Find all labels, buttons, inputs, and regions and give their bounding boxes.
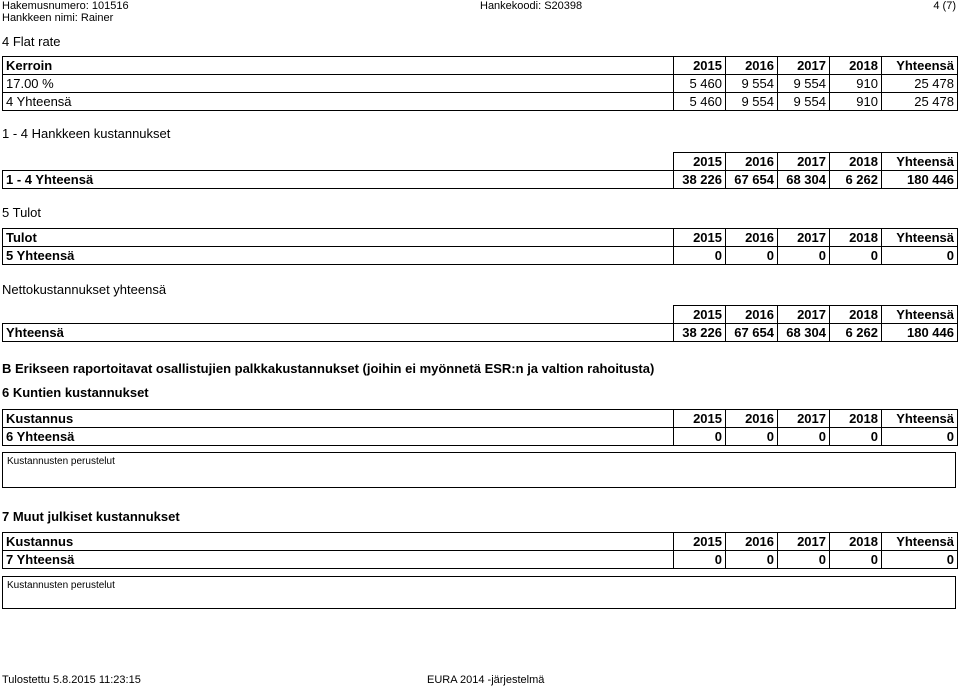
total-row [3,247,958,265]
table-header-row [3,57,958,75]
column-header: Yhteensä [882,153,958,171]
table-cell: 0 [726,247,778,265]
table-cell: 0 [674,551,726,569]
total-row [3,324,958,342]
column-header: Yhteensä [882,306,958,324]
table-cell: 9 554 [778,75,830,93]
column-header: Yhteensä [882,229,958,247]
table-cell: 0 [778,247,830,265]
table-header-row [3,306,958,324]
column-header: 2017 [778,57,830,75]
column-header: 2015 [674,229,726,247]
table-cell: 38 226 [674,324,726,342]
table-cell: 5 Yhteensä [3,247,674,265]
cost-justification-box [2,576,956,609]
table-cell: 0 [830,247,882,265]
table-cell: 68 304 [778,171,830,189]
table-cell: 6 262 [830,171,882,189]
section-title-municipal-costs: 6 Kuntien kustannukset [2,385,149,400]
total-row [3,93,958,111]
table-cell: Yhteensä [3,324,674,342]
table-cell: 9 554 [726,75,778,93]
table-cell: 0 [830,551,882,569]
column-header: 2017 [778,533,830,551]
table-cell: 180 446 [882,324,958,342]
total-row [3,428,958,446]
table-cell: 180 446 [882,171,958,189]
table-cell: 67 654 [726,324,778,342]
flat-rate-table [2,56,958,111]
table-row [3,75,958,93]
column-header: Yhteensä [882,410,958,428]
table-cell: 1 - 4 Yhteensä [3,171,674,189]
table-cell: 6 262 [830,324,882,342]
table-cell: 0 [674,428,726,446]
table-cell: 0 [726,428,778,446]
project-code: Hankekoodi: S20398 [480,0,583,12]
table-cell: 0 [726,551,778,569]
column-header: 2015 [674,57,726,75]
cost-justification-label: Kustannusten perustelut [7,580,115,591]
other-public-costs-table [2,532,958,569]
table-header-row [3,410,958,428]
section-title-project-costs: 1 - 4 Hankkeen kustannukset [2,126,171,141]
column-header: 2017 [778,306,830,324]
section-title-other-public-costs: 7 Muut julkiset kustannukset [2,509,180,524]
total-row [3,551,958,569]
column-header: 2016 [726,410,778,428]
column-header [3,306,674,324]
column-header: 2015 [674,410,726,428]
column-header: 2018 [830,533,882,551]
table-cell: 7 Yhteensä [3,551,674,569]
column-header: 2018 [830,229,882,247]
table-cell: 68 304 [778,324,830,342]
column-header: 2015 [674,153,726,171]
column-header: Kustannus [3,533,674,551]
column-header: Yhteensä [882,57,958,75]
table-cell: 0 [778,428,830,446]
column-header: Kerroin [3,57,674,75]
table-cell: 25 478 [882,93,958,111]
column-header: Yhteensä [882,533,958,551]
table-cell: 38 226 [674,171,726,189]
column-header: 2016 [726,153,778,171]
table-cell: 910 [830,75,882,93]
table-cell: 910 [830,93,882,111]
column-header: 2017 [778,229,830,247]
table-cell: 5 460 [674,75,726,93]
section-title-flat-rate: 4 Flat rate [2,34,61,49]
net-costs-table [2,305,958,342]
table-cell: 0 [882,428,958,446]
column-header: 2018 [830,57,882,75]
table-header-row [3,153,958,171]
column-header: 2017 [778,153,830,171]
column-header: 2016 [726,306,778,324]
table-cell: 0 [674,247,726,265]
income-table [2,228,958,265]
section-title-net-costs: Nettokustannukset yhteensä [2,282,167,297]
table-cell: 0 [882,247,958,265]
column-header: 2017 [778,410,830,428]
cost-justification-box [2,452,956,488]
column-header: 2015 [674,533,726,551]
page-number: 4 (7) [933,0,956,12]
table-header-row [3,533,958,551]
column-header: 2018 [830,410,882,428]
table-cell: 5 460 [674,93,726,111]
print-timestamp: Tulostettu 5.8.2015 11:23:15 [2,674,141,686]
project-costs-table [2,152,958,189]
column-header [3,153,674,171]
application-number: Hakemusnumero: 101516 [2,0,129,12]
table-cell: 6 Yhteensä [3,428,674,446]
column-header: 2015 [674,306,726,324]
table-cell: 0 [778,551,830,569]
table-cell: 25 478 [882,75,958,93]
column-header: Kustannus [3,410,674,428]
table-cell: 9 554 [726,93,778,111]
column-header: 2016 [726,533,778,551]
system-name: EURA 2014 -järjestelmä [427,674,545,686]
project-name: Hankkeen nimi: Rainer [2,12,114,24]
table-cell: 0 [830,428,882,446]
table-cell: 4 Yhteensä [3,93,674,111]
column-header: 2018 [830,153,882,171]
column-header: 2016 [726,57,778,75]
table-cell: 0 [882,551,958,569]
section-title-income: 5 Tulot [2,205,42,220]
table-header-row [3,229,958,247]
table-cell: 17.00 % [3,75,674,93]
section-title-b: B Erikseen raportoitavat osallistujien palkkakustannukset (joihin ei myönnetä ESR:n ja valtion rahoitusta) [2,361,655,376]
municipal-costs-table [2,409,958,446]
column-header: Tulot [3,229,674,247]
cost-justification-label: Kustannusten perustelut [7,456,115,467]
table-cell: 9 554 [778,93,830,111]
table-cell: 67 654 [726,171,778,189]
column-header: 2018 [830,306,882,324]
total-row [3,171,958,189]
column-header: 2016 [726,229,778,247]
